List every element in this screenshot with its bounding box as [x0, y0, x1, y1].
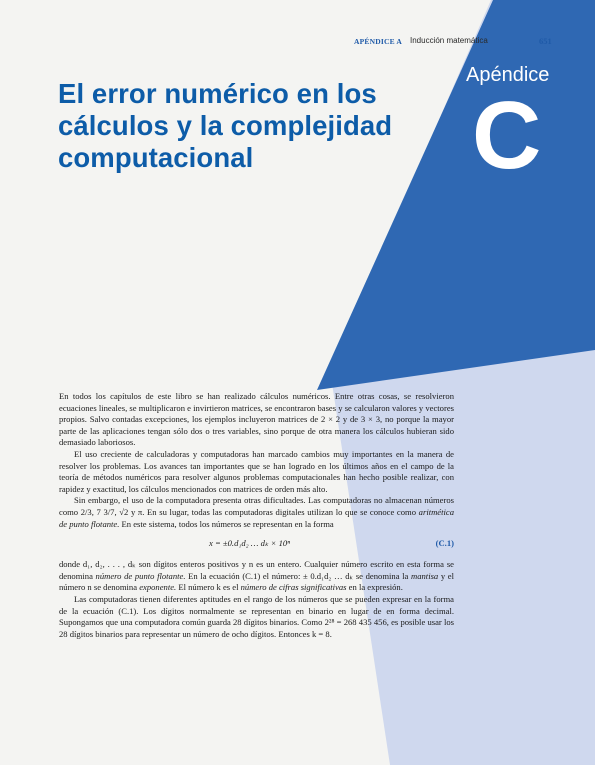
equation-block: [59, 534, 454, 556]
term: exponente.: [139, 582, 177, 593]
term: aritmética de punto flotante.: [59, 506, 454, 529]
text-run: y el número n se denomina: [59, 570, 454, 593]
equation-label: (C.1): [435, 538, 454, 549]
term: número de cifras significativas: [240, 582, 347, 593]
section-label: APÉNDICE A: [354, 37, 403, 46]
text-run: Sin embargo, el uso de la computadora presenta otras dificultades. Las computadoras no almacenan números como: [59, 495, 454, 517]
paragraph: El uso creciente de calculadoras y computadoras han marcado cambios muy importantes en la manera de resolver los problemas. Los avances tan importantes que se han logrado en los últimos años en el campo de la teoría de métodos numéricos para resolver algunos problemas computacionales han hecho posible realizar, con rapidez y exactitud, los cálculos mencionados con matrices de orden más alto.: [59, 448, 454, 494]
chapter-title: [58, 78, 438, 174]
paragraph: En todos los capítulos de este libro se han realizado cálculos numéricos. Entre otras cosas, se resolvieron ecuaciones lineales, se multiplicaron e invirtieron matrices, se encontraron bases y se calcularon valores y vectores propios. Salvo contadas excepciones, los ejemplos incluyeron matrices de 2 × 2 y de 3 × 3, no porque la mayor parte de las aplicaciones tengan sólo dos o tres variables, sino porque de otra manera los cálculos hubieran sido demasiado laboriosos.: [59, 391, 454, 448]
text-run: En este sistema, todos los números se representan en la forma: [119, 518, 334, 529]
paragraph: [59, 559, 454, 594]
paragraph: Las computadoras tienen diferentes aptitudes en el rango de los números que se pueden expresar en la forma de la ecuación (C.1). Los dígitos normalmente se representan en binario en lugar de en forma decimal. Supongamos que una computadora común guarda 28 dígitos binarios. Como 2²⁸ = 268 435 456, es posible usar los 28 dígitos binarios para representar un número de ocho dígitos. Entonces k = 8.: [59, 593, 454, 639]
text-run: y π. En su lugar, todas las computadoras digitales utilizan lo que se conoce como: [128, 506, 419, 517]
paragraph: [59, 495, 454, 530]
square-root: √2: [119, 506, 129, 517]
text-run: ,: [91, 506, 97, 517]
term: número de punto flotante.: [95, 570, 186, 581]
mixed-fraction: 7 3/7: [96, 506, 115, 517]
fraction: 2/3: [80, 506, 92, 517]
term: mantisa: [411, 570, 439, 581]
running-head: [300, 36, 555, 50]
equation: x = ±0.d₁d₂ … dₖ × 10ⁿ: [209, 538, 290, 549]
section-title: Inducción matemática: [410, 36, 488, 45]
text-run: El número k es el: [176, 582, 241, 593]
chapter-title-line: El error numérico en los: [58, 78, 377, 109]
text-run: donde d₁, d₂, . . . , dₖ son dígitos enteros positivos y n es un entero. Cualquier número escrito en esta forma se denomina: [59, 559, 454, 581]
text-run: En la ecuación (C.1) el número: ± 0.d₁d₂ … dₖ se denomina la: [185, 570, 411, 581]
appendix-word: Apéndice: [466, 64, 550, 86]
text-run: ,: [114, 506, 120, 517]
chapter-title-line: cálculos y la complejidad: [58, 110, 393, 141]
chapter-title-line: computacional: [58, 142, 254, 173]
body-text: [59, 391, 454, 640]
page-number: 651: [539, 36, 552, 46]
appendix-letter: C: [472, 82, 542, 189]
text-run: en la expresión.: [346, 582, 403, 593]
